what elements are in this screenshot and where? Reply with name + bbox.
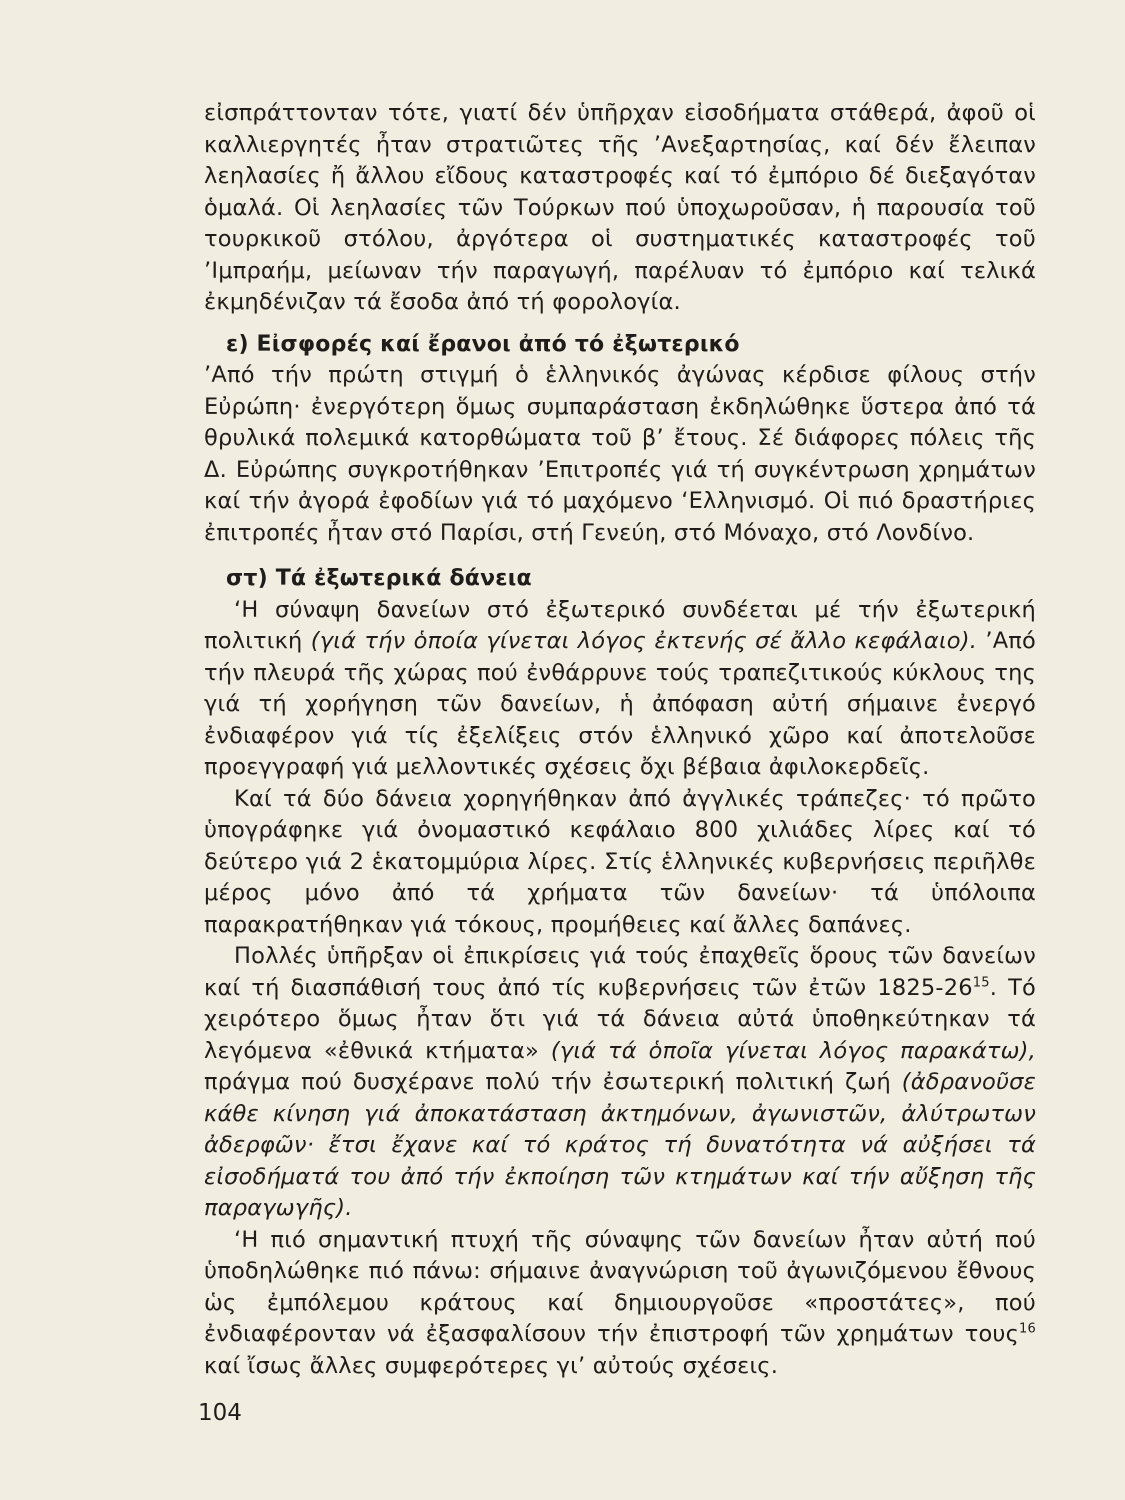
section-heading-contributions: ε) Εἰσφορές καί ἔρανοι ἀπό τό ἐξωτερικό [226, 331, 740, 357]
text-span: Πολλές ὑπῆρξαν οἱ ἐπικρίσεις γιά τούς ἐπαχθεῖς ὅρους τῶν δανείων καί τή διασπάθισή τους ἀπό τίς κυβερνήσεις τῶν ἐτῶν 1825-26 [204, 943, 1036, 1001]
text-span: ’Από τήν πλευρά τῆς χώρας πού ἐνθάρρυνε τούς τραπεζιτικούς κύκλους της γιά τή χορήγηση τῶν δανείων, ἡ ἀπόφαση αὐτή σήμαινε ἐνεργό ἐνδιαφέρον γιά τίς ἐξελίξεις στόν ἑλληνικό χῶρο καί ἀποτελοῦσε προεγγραφή γιά μελλοντικές σχέσεις ὄχι βέβαια ἀφιλοκερδεῖς. [204, 628, 1036, 780]
text-span: πράγμα πού δυσχέρανε πολύ τήν ἐσωτερική πολιτική ζωή [204, 1069, 902, 1095]
body-text [204, 98, 1036, 1382]
text-span: . Τό χειρότερο ὅμως ἦταν ὅτι γιά τά δάνεια αὐτά ὑποθηκεύτηκαν τά λεγόμενα «ἐθνικά κτήματα» [204, 974, 1036, 1064]
paragraph-loans-policy [204, 595, 1036, 784]
paragraph-loans-criticism [204, 941, 1036, 1225]
paragraph-contributions: ’Από τήν πρώτη στιγμή ὁ ἑλληνικός ἀγώνας κέρδισε φίλους στήν Εὐρώπη· ἐνεργότερη ὅμως συμπαράσταση ἐκδηλώθηκε ὕστερα ἀπό τά θρυλικά πολεμικά κατορθώματα τοῦ β’ ἔτους. Σέ διάφορες πόλεις τῆς Δ. Εὐρώπης συγκροτήθηκαν ’Επιτροπές γιά τή συγκέντρωση χρημάτων καί τήν ἀγορά ἐφοδίων γιά τό μαχόμενο ‘Ελληνισμό. Οἱ πιό δραστήριες ἐπιτροπές ἦταν στό Παρίσι, στή Γενεύη, στό Μόναχο, στό Λονδίνο. [204, 362, 1036, 546]
footnote-ref-15: 15 [972, 975, 990, 990]
text-span: ‘Η πιό σημαντική πτυχή τῆς σύναψης τῶν δανείων ἦταν αὐτή πού ὑποδηλώθηκε πιό πάνω: σήμαινε ἀναγνώριση τοῦ ἀγωνιζόμενου ἔθνους ὡς ἐμπόλεμου κράτους καί δημιουργοῦσε «προστάτες», πού ἐνδιαφέρονταν νά ἐξασφαλίσουν τήν ἐπιστροφή τῶν χρημάτων τους [204, 1226, 1036, 1347]
paragraph-loans-recognition [204, 1225, 1036, 1383]
text-span: καί ἴσως ἄλλες συμφερότερες γι’ αὐτούς σχέσεις. [204, 1352, 779, 1379]
italic-note: (ἀδρανοῦσε κάθε κίνηση γιά ἀποκατάσταση ἀκτημόνων, ἀγωνιστῶν, ἀλύτρωτων ἀδερφῶν· ἔτσι ἔχανε καί τό κράτος τή δυνατότητα νά αὐξήσει τά εἰσοδήματά του ἀπό τήν ἐκποίηση τῶν κτημάτων καί τήν αὔξηση τῆς παραγωγῆς). [204, 1069, 1036, 1221]
italic-note: (γιά τήν ὁποία γίνεται λόγος ἐκτενής σέ ἄλλο κεφάλαιο). [310, 628, 978, 654]
page-number: 104 [198, 1400, 242, 1426]
italic-note: (γιά τά ὁποῖα γίνεται λόγος παρακάτω), [550, 1037, 1036, 1064]
section-heading-foreign-loans: στ) Τά ἐξωτερικά δάνεια [226, 566, 532, 591]
paragraph-taxation-end: εἰσπράττονταν τότε, γιατί δέν ὑπῆρχαν εἰσοδήματα στάθερά, ἀφοῦ οἱ καλλιεργητές ἦταν στρατιῶτες τῆς ’Ανεξαρτησίας, καί δέν ἔλειπαν λεηλασίες ἤ ἄλλου εἴδους καταστροφές καί τό ἐμπόριο δέ διεξαγόταν ὁμαλά. Οἱ λεηλασίες τῶν Τούρκων πού ὑποχωροῦσαν, ἡ παρουσία τοῦ τουρκικοῦ στόλου, ἀργότερα οἱ συστηματικές καταστροφές τοῦ ’Ιμπραήμ, μείωναν τήν παραγωγή, παρέλυαν τό ἐμπόριο καί τελικά ἐκμηδένιζαν τά ἔσοδα ἀπό τή φορολογία. [204, 100, 1036, 315]
paragraph-loans-amounts: Καί τά δύο δάνεια χορηγήθηκαν ἀπό ἀγγλικές τράπεζες· τό πρῶτο ὑπογράφηκε γιά ὀνομαστικό κεφάλαιο 800 χιλιάδες λίρες καί τό δεύτερο γιά 2 ἑκατομμύρια λίρες. Στίς ἑλληνικές κυβερνήσεις περιῆλθε μέρος μόνο ἀπό τά χρήματα τῶν δανείων· τά ὑπόλοιπα παρακρατήθηκαν γιά τόκους, προμήθειες καί ἄλλες δαπάνες. [204, 785, 1036, 938]
footnote-ref-16: 16 [1019, 1321, 1036, 1337]
text-span: ‘Η σύναψη δανείων στό ἐξωτερικό συνδέεται μέ τήν ἐξωτερική πολιτική [204, 596, 1036, 654]
